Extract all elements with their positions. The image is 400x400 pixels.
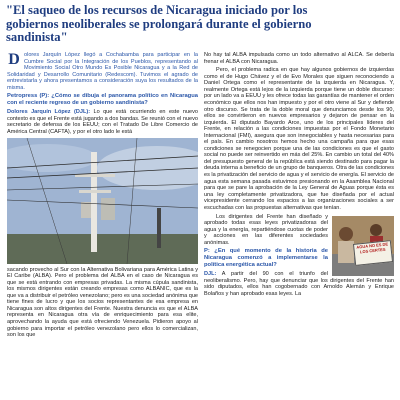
right-paragraph-3: Los dirigentes del Frente han diseñado y aprobado todas esas leyes privatizadoras del agua y la energía, repartiéndose cuotas de poder y acciones en las diferentes sociedades anónimas.	[204, 213, 328, 246]
right-column	[204, 52, 394, 299]
answer-2-text: A partir del 90 con el triunfo del neoliberalismo. Pero, hay que denunciar que los dirigentes del Frente han sido diputados, ellos han cogobernado con Arnoldo Alemán y Enrique Bolaños y han aprobado esas leyes. La	[204, 271, 394, 297]
question-1: Petropress (P): ¿Cómo se dibuja el panorama político en Nicaragua con el reciente regreso de un gobierno sandinista?	[7, 93, 198, 107]
answer-1-speaker: Dolores Jarquín López (DJL):	[7, 109, 91, 116]
power-lines-photo	[7, 138, 198, 264]
protest-photo	[332, 216, 394, 276]
intro-text: olores Jarquín López llegó a Cochabamba para participar en la Cumbre Social por la Integración de los Pueblos, representando al Movimiento Social Otro Mundo Es Posible Nicaragua y a la Red de Solidaridad y Desarrollo Comunitario (Redescom). Tuvimos el agrado de entrevistarla y ahora presentamos a consideración suya los resultados de la misma.	[7, 52, 198, 91]
power-lines-illustration	[7, 138, 198, 264]
answer-1-continued: sacando provecho al Sur con la Alternativa Bolivariana para América Latina y El Caribe (ALBA). Pero el problema del ALBA en el caso de Nicaragua es que se está entrando con empresas privadas. La misma cúpula sandinista, los mismos dirigentes están creando empresas como ALBANIC, que es la que va a distribuir el petróleo venezolano; pero es una sociedad anónima que tiene fines de lucro y que los socios representantes de esa empresa en Nicaragua son altos dirigentes del Frente. Nuestra denuncia es que el ALBA representa en Nicaragua otra vía de enriquecimiento para esa elite, aprovechando la ayuda que está ofreciendo Venezuela. Pidieron apoyo al gobierno para importar el petróleo venezolano pero ellos lo comercializan, son los que	[7, 266, 198, 339]
right-paragraph-1: No hay tal ALBA impulsada como un todo alternativo al ALCA. Se debería frenar el ALBA con Nicaragua.	[204, 52, 394, 65]
protest-sign: AGUA NO ES DE LOS CERTES	[353, 240, 393, 266]
intro-paragraph	[7, 52, 198, 91]
left-column	[7, 52, 198, 341]
answer-1-text: Lo que está ocurriendo en este nuevo contexto es que el Frente está jugando a dos bandas. Se reunió con el nuevo secretario de defensa de los EEUU; con el Tratado De Libre Comercio de América Central (CAFTA), y por el otro lado le está	[7, 109, 198, 135]
drop-cap: D	[8, 50, 20, 68]
answer-2-speaker: DJL:	[204, 271, 217, 277]
right-paragraph-2: Pero, el problema radica en que hay algunos gobiernos de izquierdas como el de Hugo Chávez y el de Evo Morales que siguen reconociendo a Daniel Ortega como el representante de la izquierda en Nicaragua. Y, realmente Ortega está lejos de la izquierda porque tiene un doble discurso: por un lado va a EEUU y les ofrece todas las garantías de mantener el orden económico que ellos nos han impuesto y por el otro viene al Sur y defiende otro discurso. Se trata de la doble moral que denunciamos desde los 90, ellos se convirtieron en nuevos empresarios y dejaron de pensar en la izquierda. El diputado Bayardo Arce, uno de los principales líderes del Frente, en relación a las condiciones impuestas por el Fondo Monetario Internacional (FMI), asegura que son innegociables y hasta necesarias para el país. En cambio nosotros hemos hecho una campaña para que esas condiciones se renegocien porque una de las condiciones es que el gasto social no puede ser reinvertido en más del 25%. En cambio un total del 40% del presupuesto general de la república está siendo destinado para pagar la deuda interna a beneficio de un grupo de banqueros. Otra de las condiciones es la privatización del servicio de agua y el servicio de energía. El servicio de agua esta semana pasada estuvimos presionando en la Asamblea Nacional para que se pare la aprobación de la Ley General de Aguas porque ésta es una ley completamente privatizadora, que fue diseñada por el actual vicepresidente cerrando los espacios a las organizaciones sociales a ser escuchadas con las propuestas alternativas que tenían.	[204, 67, 394, 211]
answer-1	[7, 109, 198, 135]
article-headline: "El saqueo de los recursos de Nicaragua iniciado por los gobiernos neoliberales se prolongará durante el gobierno sandinista"	[6, 3, 312, 45]
question-2: P: ¿En qué momento de la historia de Nicaragua comenzó a implementarse la política energética actual?	[204, 248, 328, 269]
